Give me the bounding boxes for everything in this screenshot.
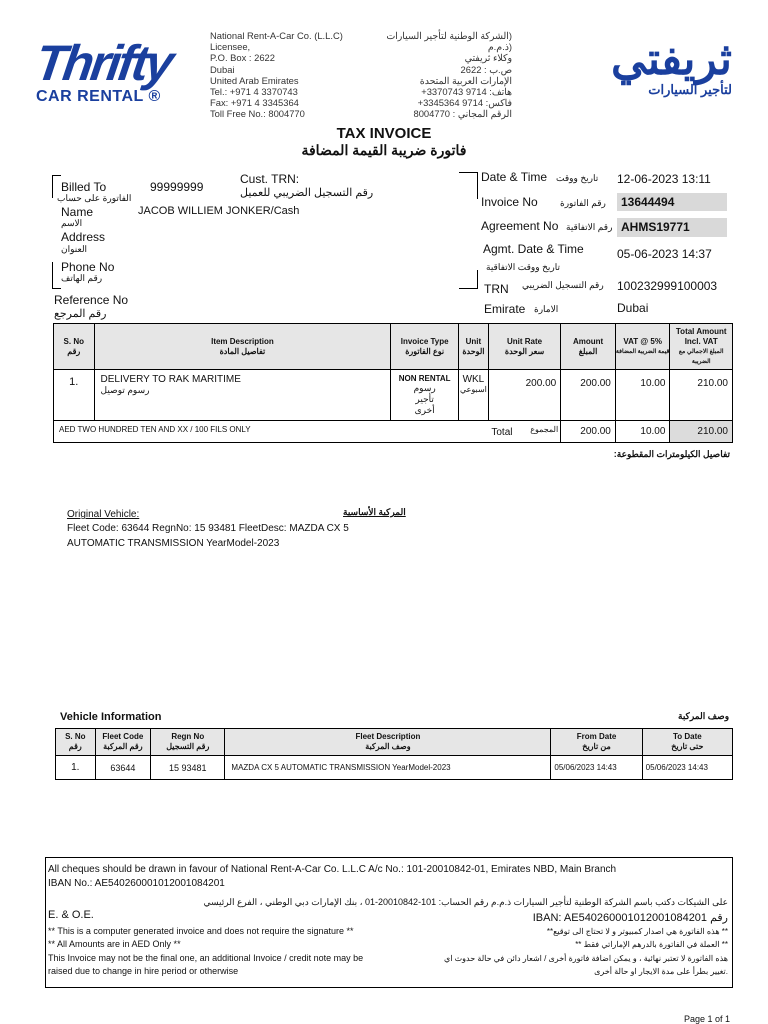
table-row (54, 370, 733, 421)
phone-label-ar: رقم الهاتف (61, 273, 103, 283)
address-line: Licensee, (210, 41, 251, 53)
header-item-desc: Item Description تفاصيل المادة (94, 324, 391, 370)
vh-header-to-date: To Date حتى تاريخ (642, 729, 732, 756)
brand-sub-ar: لتأجير السيارات (648, 82, 732, 97)
billed-to-value: 99999999 (150, 180, 204, 194)
amount-in-words-cell (54, 421, 489, 443)
table-row (56, 756, 733, 780)
agreement-label-ar: رقم الاتفاقية (566, 222, 613, 232)
address-line-ar: وكلاء ثريفتي (464, 52, 512, 64)
vh-row-sno: 1. (56, 756, 96, 780)
row-unit-rate: 200.00 (488, 370, 560, 421)
vh-header-from-date: From Date من تاريخ (551, 729, 642, 756)
invoice-no-label: Invoice No (481, 195, 538, 209)
reference-label-ar: رقم المرجع (54, 308, 107, 320)
aed-note: ** All Amounts are in AED Only ** (48, 939, 181, 949)
billed-to-label: Billed To (61, 180, 107, 194)
reference-label: Reference No (54, 293, 129, 307)
total-amount: 200.00 (561, 421, 616, 443)
date-value: 12-06-2023 13:11 (617, 172, 711, 186)
total-vat: 10.00 (615, 421, 670, 443)
computer-generated-note-ar: ** هذه الفاتورة هي اصدار كمبيوتر و لا تحتاج الى توقيع** (546, 927, 728, 936)
vehicle-info-title: Vehicle Information (60, 711, 162, 723)
invoice-title-en: TAX INVOICE (336, 125, 432, 142)
invoice-no-label-ar: رقم الفاتورة (560, 198, 606, 208)
address-line: Fax: +971 4 3345364 (210, 97, 299, 109)
vh-header-sno: S. No رقم (56, 729, 96, 756)
address-line-ar: هاتف: 9714 3370743+ (421, 86, 512, 98)
original-vehicle-label: Original Vehicle: (67, 509, 140, 520)
vehicle-info-table (55, 728, 733, 780)
trn-label-ar: رقم التسجيل الضريبي (522, 280, 604, 290)
row-amount: 200.00 (561, 370, 616, 421)
original-vehicle-line2: AUTOMATIC TRANSMISSION YearModel-2023 (67, 538, 280, 549)
address-label: Address (61, 230, 106, 244)
company-address-en (210, 30, 343, 120)
phone-label: Phone No (61, 260, 115, 274)
address-line: Dubai (210, 63, 235, 75)
eoe-note: E. & O.E. (48, 909, 94, 921)
bracket-decor (52, 262, 61, 289)
address-line: Toll Free No.: 8004770 (210, 108, 305, 120)
computer-generated-note: ** This is a computer generated invoice and does not require the signature ** (48, 926, 354, 936)
brand-name-ar: ثريفتي (611, 35, 732, 84)
total-row (54, 421, 733, 443)
iban-note-ar: رقم IBAN: AE540260001012001084201 (532, 912, 728, 924)
original-vehicle-label-ar: المركبة الأساسية (343, 507, 406, 517)
trn-label: TRN (484, 282, 509, 296)
address-line-ar: الإمارات العربية المتحدة (419, 74, 512, 86)
row-vat: 10.00 (615, 370, 670, 421)
original-vehicle-line1: Fleet Code: 63644 RegnNo: 15 93481 FleetDesc: MAZDA CX 5 (67, 523, 349, 534)
vh-row-fleet-code: 63644 (95, 756, 151, 780)
emirate-value: Dubai (617, 301, 649, 315)
brand-name-en: Thrifty (32, 35, 175, 91)
final-invoice-note: This Invoice may not be the final one, an additional Invoice / credit note may be (48, 953, 364, 963)
row-invoice-type: NON RENTAL رسوم تأجير أخرى (391, 370, 459, 421)
amount-in-words: AED TWO HUNDRED TEN AND XX / 100 FILS ONLY (59, 425, 251, 434)
header-vat: VAT @ 5% قيمة الضريبة المضافة (615, 324, 670, 370)
vh-row-description: MAZDA CX 5 AUTOMATIC TRANSMISSION YearModel-2023 (225, 756, 551, 780)
vh-header-regn-no: Regn No رقم التسجيل (151, 729, 225, 756)
total-label-cell (488, 421, 560, 443)
invoice-title-ar: فاتورة ضريبة القيمة المضافة (301, 142, 467, 158)
header-unit-rate: Unit Rate سعر الوحدة (488, 324, 560, 370)
vh-row-regn-no: 15 93481 (151, 756, 225, 780)
final-invoice-note-ar: هذه الفاتورة لا تعتبر نهائية ، و يمكن اضافة فاتورة أخرى / اشعار دائن في حالة حدوث اي (443, 954, 728, 963)
iban-note: IBAN No.: AE540260001012001084201 (48, 878, 225, 889)
row-description: DELIVERY TO RAK MARITIME رسوم توصيل (94, 370, 391, 421)
billed-to-label-ar: الفاتورة على حساب (57, 193, 132, 203)
address-line: National Rent-A-Car Co. (L.L.C) (210, 30, 343, 41)
header-sno: S. No رقم (54, 324, 95, 370)
page-number: Page 1 of 1 (683, 1014, 730, 1024)
invoice-no-value: 13644494 (617, 193, 727, 211)
agreement-label: Agreement No (481, 219, 559, 233)
name-label-ar: الاسم (61, 218, 83, 228)
thrifty-logo-arabic (552, 35, 732, 104)
address-line: United Arab Emirates (210, 74, 299, 86)
address-line: P.O. Box : 2622 (210, 52, 275, 64)
date-label-ar: تاريخ ووقت (556, 173, 599, 183)
emirate-label-ar: الامارة (534, 304, 559, 314)
final-invoice-note-2-ar: .تغيير بطرأ على مدة الايجار او حالة أخرى (594, 967, 728, 976)
thrifty-logo (32, 35, 206, 106)
agmt-date-label-ar: تاريخ ووقت الاتفاقية (486, 262, 561, 272)
cust-trn-label-ar: رقم التسجيل الضريبي للعميل (240, 187, 374, 199)
vh-row-from-date: 05/06/2023 14:43 (551, 756, 642, 780)
address-line-ar: فاكس: 9714 3345364+ (417, 97, 512, 109)
row-sno: 1. (54, 370, 95, 421)
row-total: 210.00 (670, 370, 733, 421)
total-total: 210.00 (670, 421, 733, 443)
agreement-value: AHMS19771 (617, 218, 727, 237)
header-amount: Amount المبلغ (561, 324, 616, 370)
agmt-date-label: Agmt. Date & Time (483, 242, 584, 256)
header-unit: Unit الوحدة (458, 324, 488, 370)
vehicle-info-title-ar: وصف المركبة (678, 711, 730, 721)
total-label-ar: المجموع (530, 425, 559, 434)
bracket-decor (459, 270, 478, 289)
vh-header-fleet-desc: Fleet Description وصف المركبة (225, 729, 551, 756)
address-line-ar: (الشركة الوطنية لتأجير السيارات (ذ.م.م (386, 30, 512, 53)
cheques-note-ar: على الشيكات دكتب باسم الشركة الوطنية لتأجير السيارات ذ.م.م رقم الحساب: 101-20010842-01 ، بنك الإمارات دبي الوطني ، الفرع الرئيسي (203, 897, 728, 907)
customer-name: JACOB WILLIEM JONKER/Cash (138, 205, 300, 217)
items-table (53, 323, 733, 443)
bracket-decor (459, 172, 478, 199)
date-label: Date & Time (481, 170, 548, 184)
brand-sub-en: CAR RENTAL ® (36, 88, 161, 105)
km-details-label: تفاصيل الكيلومترات المقطوعة: (613, 449, 730, 459)
address-line-ar: ص.ب : 2622 (460, 63, 512, 75)
name-label: Name (61, 205, 94, 219)
row-unit: WKL اسبوعي (458, 370, 488, 421)
cheques-note: All cheques should be drawn in favour of National Rent-A-Car Co. L.L.C A/c No.: 101-20010842-01, Emirates NBD, Main Branch (48, 864, 617, 875)
cust-trn-label: Cust. TRN: (240, 172, 300, 186)
vh-header-fleet-code: Fleet Code رقم المركبة (95, 729, 151, 756)
header-invoice-type: Invoice Type نوع الفاتورة (391, 324, 459, 370)
total-label: Total (491, 427, 513, 438)
vh-row-to-date: 05/06/2023 14:43 (642, 756, 732, 780)
aed-note-ar: ** العملة في الفاتورة بالدرهم الإماراتي فقط ** (575, 940, 728, 949)
address-label-ar: العنوان (61, 244, 88, 254)
agmt-date-value: 05-06-2023 14:37 (617, 247, 712, 261)
emirate-label: Emirate (484, 302, 526, 316)
items-header-row (54, 324, 733, 370)
address-line-ar: الرقم المجاني : 8004770 (413, 108, 512, 120)
final-invoice-note-2: raised due to change in hire period or otherwise (48, 966, 239, 976)
company-address-ar (362, 30, 512, 120)
address-line: Tel.: +971 4 3370743 (210, 86, 298, 98)
trn-value: 100232999100003 (617, 279, 718, 293)
vehicle-header-row (56, 729, 733, 756)
header-total: Total Amount Incl. VAT المبلغ الاجمالي مع الضريبة (670, 324, 733, 370)
